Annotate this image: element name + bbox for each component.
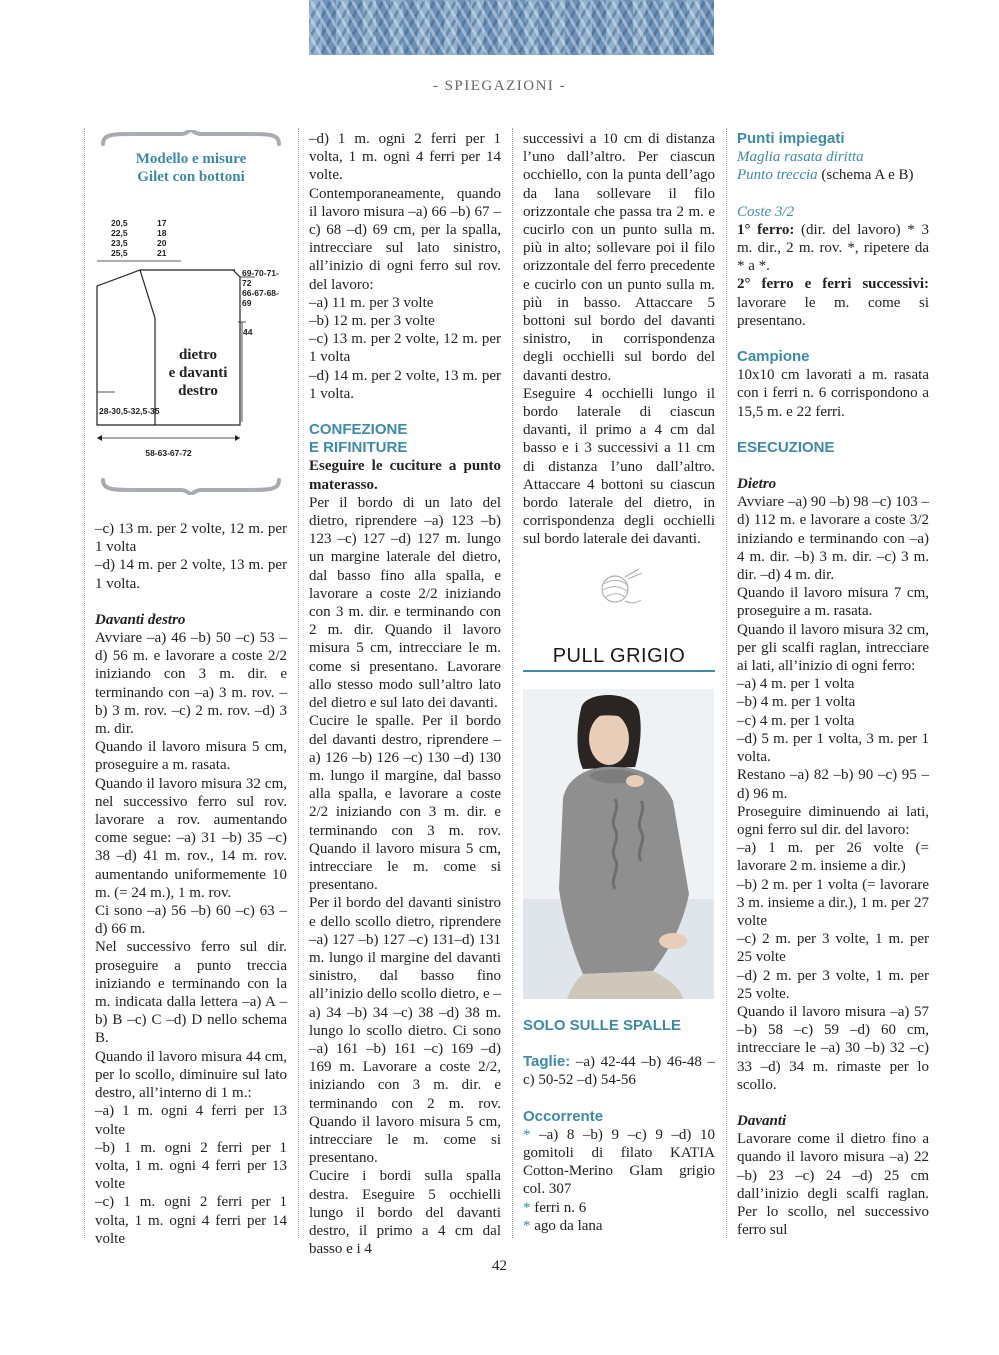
section-title: - SPIEGAZIONI - (432, 78, 567, 94)
width-measure: 58-63-67-72 (145, 448, 192, 458)
instruction-line: –c) 13 m. per 2 volte, 12 m. per 1 volta (309, 331, 501, 366)
subsection-title-davanti-destro: Davanti destro (95, 611, 186, 628)
section-heading-rifiniture: E RIFINITURE (309, 439, 408, 457)
instruction-line: –b) 1 m. ogni 2 ferri per 1 volta, 1 m. ogni 4 ferri per 13 volte (95, 1139, 287, 1193)
shoulder-measures-right (157, 218, 166, 258)
campione-text: 10x10 cm lavorati a m. rasata con i ferri n. 6 corrispondono a 15,5 m. e 22 ferri. (737, 367, 929, 420)
measure-value: 22,5 (111, 228, 128, 238)
instruction-line: Restano –a) 82 –b) 90 –c) 95 –d) 96 m. (737, 767, 929, 802)
instruction-line: Per il bordo di un lato del dietro, riprendere –a) 123 –b) 123 –c) 127 –d) 127 m. lungo un margine laterale del dietro, dal basso fino alla spalla, e lavorare a coste 2/2 iniziando con 3 m. dir. e terminando con 2 m. dir. Quando il lavoro misura 5 cm, intrecciare le m. come si presentano. Lavorare allo stesso modo sull’altro lato del dietro e sul lato dei davanti. (309, 494, 501, 712)
pattern-schematic (95, 130, 287, 495)
instruction-line: Quando il lavoro misura 32 cm, per gli scalfi raglan, intrecciare ai lati, all’inizio di ogni ferro: (737, 621, 929, 675)
instruction-line: Quando il lavoro misura 44 cm, per lo scollo, diminuire sul lato destro, all’interno di 1 m.: (95, 1048, 287, 1102)
instruction-line: Eseguire 4 occhielli lungo il bordo laterale di ciascun davanti, il primo a 4 cm dal basso e i 3 successivi a 11 cm di distanza l’uno dall’altro. Attaccare 4 bottoni su ciascun bordo laterale del dietro, in corrispondenza degli occhielli sul bordo laterale dei davanti. (523, 385, 715, 548)
row-label: 1° ferro: (737, 221, 795, 238)
raglan-measures (242, 268, 287, 308)
column-2-text (309, 130, 501, 1258)
measure-value: 69-70-71-72 (242, 268, 279, 288)
piece-label-line: e davanti (168, 365, 228, 381)
column-1-text (95, 520, 287, 1248)
instruction-line: –c) 2 m. per 3 volte, 1 m. per 25 volte (737, 931, 929, 966)
taglie-label: Taglie: (523, 1053, 571, 1071)
model-photo-illustration (523, 689, 714, 999)
instruction-line: –c) 4 m. per 1 volta (737, 712, 855, 729)
stitch-schema-note: (schema A e B) (817, 167, 914, 184)
yarn-ball-icon (595, 567, 645, 607)
instruction-line: –a) 4 m. per 1 volta (737, 676, 855, 693)
model-photo (523, 689, 714, 999)
coste-title: Coste 3/2 (737, 203, 795, 220)
instruction-line: Quando il lavoro misura 5 cm, proseguire a m. rasata. (95, 739, 287, 774)
piece-label-line: dietro (178, 347, 218, 363)
measure-value: 20 (157, 238, 167, 248)
punti-impiegati-title: Punti impiegati (737, 130, 845, 147)
piece-label (157, 346, 239, 400)
instruction-line: –d) 2 m. per 3 volte, 1 m. per 25 volte. (737, 967, 929, 1002)
instruction-line: Quando il lavoro misura 7 cm, proseguire a m. rasata. (737, 585, 929, 620)
occorrente-item: –a) 8 –b) 9 –c) 9 –d) 10 gomitoli di filato KATIA Cotton-Merino Glam grigio col. 307 (523, 1126, 716, 1198)
knit-texture-banner (309, 0, 714, 55)
instruction-line: Proseguire diminuendo ai lati, ogni ferro sul dir. del lavoro: (737, 803, 929, 838)
measure-value: 25,5 (111, 248, 128, 258)
height-measure: 44 (243, 327, 253, 337)
piece-label-line: destro (178, 383, 218, 399)
stitch-name: Punto treccia (737, 167, 818, 184)
measure-value: 21 (157, 248, 167, 258)
instruction-line: Avviare –a) 46 –b) 50 –c) 53 –d) 56 m. e lavorare a coste 2/2 iniziando con 3 m. dir. e terminando con –a) 3 m. rov. –b) 3 m. rov. –c) 2 m. rov. –d) 3 m. dir. (95, 630, 287, 738)
taglie-values: –a) 42-44 –b) 46-48 –c) 50-52 –d) 54-56 (523, 1054, 715, 1089)
instruction-line: –a) 1 m. ogni 4 ferri per 13 volte (95, 1103, 287, 1138)
occorrente-item: ago da lana (534, 1217, 603, 1234)
column-divider (298, 128, 299, 1238)
occorrente-item: ferri n. 6 (534, 1199, 587, 1216)
section-heading-confezione: CONFEZIONE (309, 421, 408, 439)
row-instruction: (dir. del lavoro) * 3 m. dir., 2 m. rov. *, ripetere da * a *. (737, 221, 929, 275)
instruction-line: Quando il lavoro misura 32 cm, nel successivo ferro sul rov. lavorare a rov. aumentando come segue: –a) 31 –b) 35 –c) 38 –d) 41 m. rov., 14 m. rov. aumentando uniformemente 10 m. (= 24 m.), 1 m. rov. (95, 775, 287, 901)
instruction-line: Avviare –a) 90 –b) 98 –c) 103 –d) 112 m. e lavorare a coste 3/2 iniziando e terminando con –a) 4 m. dir. –b) 3 m. dir. –c) 3 m. dir. –d) 4 m. dir. (737, 494, 929, 584)
measure-value: 66-67-68-69 (242, 288, 279, 308)
instruction-line: Cucire le spalle. Per il bordo del davanti destro, riprendere –a) 126 –b) 126 –c) 130 –d) 130 m. lungo il margine, dal basso alla spalla, e lavorare a coste 2/2 iniziando con 3 m. dir. e terminando con 3 m. rov. Quando il lavoro misura 5 cm, intrecciare le m. come si presentano. (309, 713, 501, 894)
schematic-title (95, 150, 287, 186)
measure-value: 17 (157, 218, 167, 228)
pull-grigio-heading: PULL GRIGIO (523, 645, 715, 672)
instruction-bold: Eseguire le cuciture a punto materasso. (309, 458, 501, 493)
instruction-line: –d) 14 m. per 2 volte, 13 m. per 1 volta. (95, 557, 287, 592)
column-4-text (737, 130, 929, 1239)
shoulder-measures-left (111, 218, 128, 258)
instruction-line: –d) 1 m. ogni 2 ferri per 1 volta, 1 m. ogni 4 ferri per 14 volte. (309, 131, 501, 184)
column-divider (84, 128, 85, 1238)
column-divider (726, 128, 727, 1238)
page-number: 42 (492, 1258, 507, 1274)
row-instruction: lavorare le m. come si presentano. (737, 294, 929, 329)
instruction-line: –b) 2 m. per 1 volta (= lavorare 3 m. insieme a dir.), 1 m. per 27 volte (737, 876, 929, 929)
measure-value: 18 (157, 228, 167, 238)
instruction-line: Per il bordo del davanti sinistro e dello scollo dietro, riprendere –a) 127 –b) 127 –c) 131–d) 131 m. lungo il margine del davanti sinistro, dal basso fino all’inizio dello scollo dietro, e –a) 34 –b) 34 –c) 38 –d) 38 m. lungo lo scollo dietro. Ci sono –a) 161 –b) 161 –c) 169 –d) 169 m. Lavorare a coste 2/2, iniziando con 3 m. dir. e terminando con 2 m. rov. Quando il lavoro misura 5 cm, intrecciare le m. come si presentano. (309, 895, 501, 1167)
occorrente-title: Occorrente (523, 1107, 604, 1125)
row-label: 2° ferro e ferri successivi: (737, 276, 929, 293)
stitch-name: Maglia rasata diritta (737, 149, 864, 166)
schematic-title-line1: Modello e misure (135, 151, 247, 167)
column-divider (512, 128, 513, 1238)
instruction-line: –b) 4 m. per 1 volta (737, 694, 856, 711)
schematic-title-line2: Gilet con bottoni (137, 169, 245, 185)
measure-value: 20,5 (111, 218, 128, 228)
subsection-title-davanti: Davanti (737, 1112, 787, 1129)
column-3-text (523, 130, 715, 549)
rib-height-measure: 28-30,5-32,5-35 (99, 406, 160, 416)
instruction-line: –d) 14 m. per 2 volte, 13 m. per 1 volta. (309, 367, 501, 402)
instruction-line: –c) 1 m. ogni 2 ferri per 1 volta, 1 m. ogni 4 ferri per 14 volte (95, 1194, 287, 1247)
measure-value: 23,5 (111, 238, 128, 248)
instruction-line: –d) 5 m. per 1 volta, 3 m. per 1 volta. (737, 730, 929, 766)
campione-title: Campione (737, 348, 810, 366)
instruction-line: Ci sono –a) 56 –b) 60 –c) 63 –d) 66 m. (95, 903, 287, 938)
instruction-line: –a) 11 m. per 3 volte (309, 294, 434, 311)
instruction-line: Nel successivo ferro sul dir. proseguire a punto treccia iniziando e terminando con la m. indicata dalla lettera –a) A –b) B –c) C –d) D nello schema B. (95, 939, 287, 1047)
instruction-line: Lavorare come il dietro fino a quando il lavoro misura –a) 22 –b) 23 –c) 24 –d) 25 cm dall’inizio degli scalfi raglan. Per lo scollo, nel successivo ferro sul (737, 1131, 929, 1239)
esecuzione-title: ESECUZIONE (737, 438, 835, 456)
pull-details: SOLO SULLE SPALLE Taglie: –a) 42-44 –b) 46-48 –c) 50-52 –d) 54-56 Occorrente * –a) 8 –b) 9 –c) 9 –d) 10 gomitoli di filato KATIA Cotton-Merino Glam grigio col. 307 * ferri n. 6 * ago da lana (523, 1017, 716, 1234)
subsection-title-dietro: Dietro (737, 476, 777, 493)
instruction-line: successivi a 10 cm di distanza l’uno dall’altro. Per ciascun occhiello, con la punta dell’ago da lana sollevare il filo orizzontale che passa tra 2 m. e cucirlo con un punto sulla m. più in alto; sollevare poi il filo orizzontale del ferro precedente e cucirlo con un punto sulla m. più in basso. Attaccare 5 bottoni sul bordo del davanti sinistro, in corrispondenza degli occhielli sul bordo del davanti destro. (523, 131, 715, 384)
instruction-line: Quando il lavoro misura –a) 57 –b) 58 –c) 59 –d) 60 cm, intrecciare le –a) 30 –b) 32 –c) 33 –d) 34 m. rimaste per lo scollo. (737, 1003, 929, 1093)
instruction-line: –b) 12 m. per 3 volte (309, 313, 435, 330)
instruction-line: Cucire i bordi sulla spalla destra. Eseguire 5 occhielli lungo il bordo del davanti destro, il primo a 4 cm dal basso e i 4 (309, 1168, 501, 1258)
instruction-line: –c) 13 m. per 2 volte, 12 m. per 1 volta (95, 521, 287, 556)
instruction-line: Contemporaneamente, quando il lavoro misura –a) 66 –b) 67 –c) 68 –d) 69 cm, per la spalla, intrecciare sul lato sinistro, all’inizio di ogni ferro sul rov. del lavoro: (309, 185, 501, 293)
pull-subtitle: SOLO SULLE SPALLE (523, 1017, 682, 1034)
instruction-line: –a) 1 m. per 26 volte (= lavorare 2 m. insieme a dir.) (737, 840, 929, 875)
